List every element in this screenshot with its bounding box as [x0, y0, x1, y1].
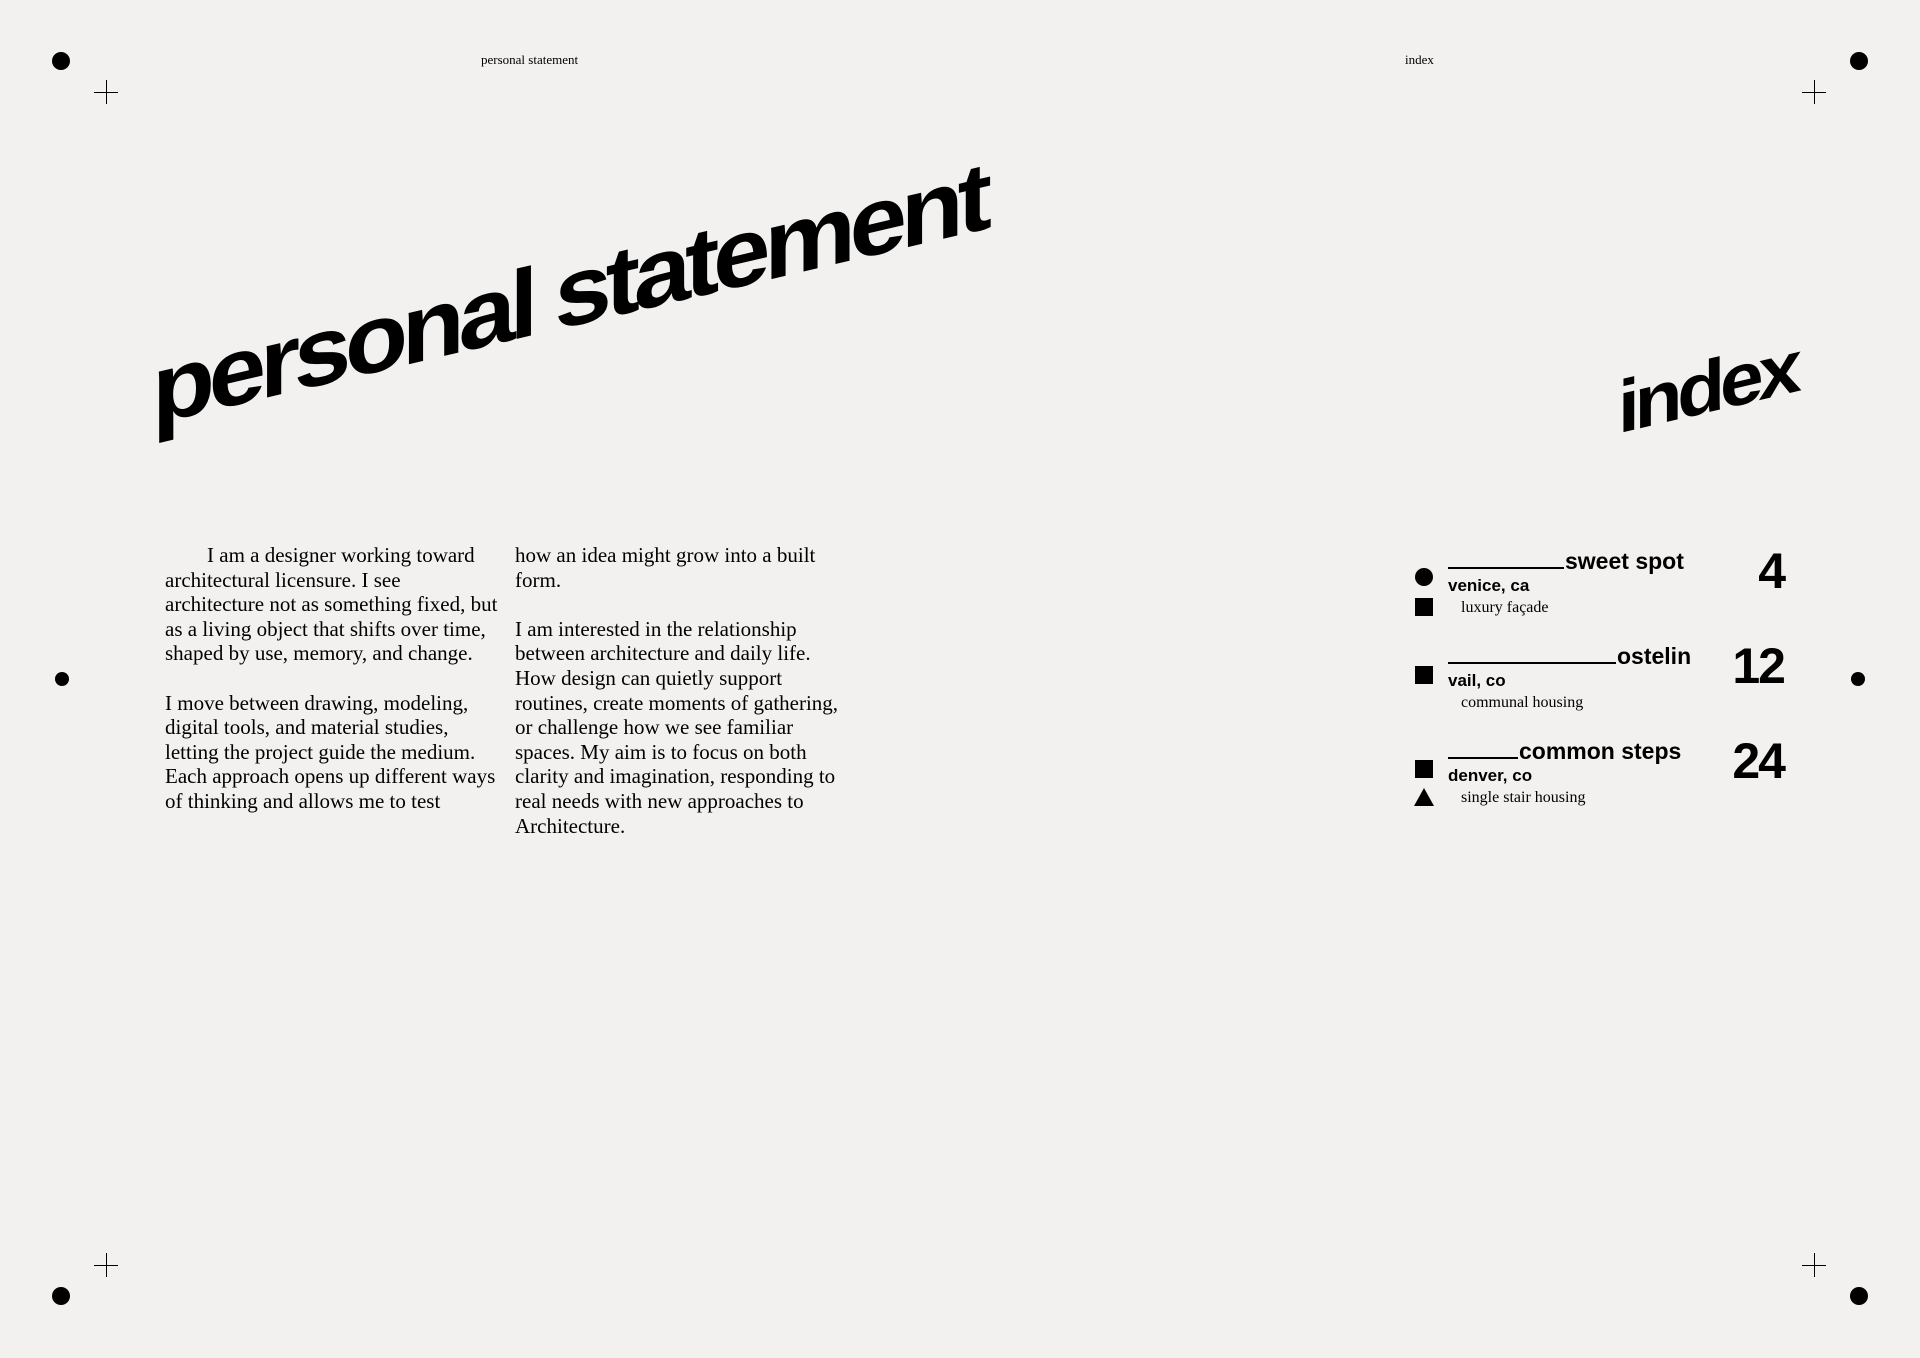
index-entry-ostelin[interactable]: [1412, 638, 1784, 728]
index-entry-type: communal housing: [1461, 694, 1584, 711]
running-head-right: index: [1405, 52, 1434, 67]
index-entry-page-number: 12: [1732, 638, 1784, 694]
square-icon: [1415, 760, 1433, 778]
registration-dot-top-left: [52, 52, 70, 70]
page-title-personal-statement: personal statement: [152, 141, 986, 446]
paragraph: I am a designer working toward architectural licensure. I see architecture not as something fixed, but as a living object that shifts over time, shaped by use, memory, and change.: [165, 543, 498, 666]
index-entry-common-steps[interactable]: [1412, 733, 1784, 823]
index-entry-page-number: 4: [1758, 543, 1784, 599]
page-title-index: index: [1618, 325, 1797, 450]
index-entry-location: denver, co: [1448, 766, 1533, 785]
square-icon: [1415, 598, 1433, 616]
index-entry-name: sweet spot: [1565, 548, 1684, 574]
circle-icon: [1415, 568, 1433, 586]
running-head-left: personal statement: [481, 52, 579, 67]
registration-dot-bottom-left: [52, 1287, 70, 1305]
index-entry-type: single stair housing: [1461, 789, 1586, 806]
paragraph: how an idea might grow into a built form.: [515, 543, 816, 592]
crop-mark-bottom-right: [1802, 1253, 1826, 1277]
registration-dot-mid-right: [1851, 672, 1865, 686]
index-entry-sweet-spot[interactable]: [1412, 543, 1784, 633]
crop-mark-top-left: [94, 80, 118, 104]
registration-dot-top-right: [1850, 52, 1868, 70]
paragraph: I am interested in the relationship between architecture and daily life. How design can quietly support routines, create moments of gathering, or challenge how we see familiar spaces. My aim is to focus on both clarity and imagination, responding to real needs with new approaches to Architecture.: [515, 616, 839, 838]
square-icon: [1415, 666, 1433, 684]
triangle-icon: [1414, 788, 1434, 806]
crop-mark-bottom-left: [94, 1253, 118, 1277]
index-entry-name: common steps: [1519, 738, 1682, 764]
index-entry-name: ostelin: [1617, 643, 1692, 669]
index-entry-location: venice, ca: [1448, 576, 1530, 595]
registration-dot-mid-left: [55, 672, 69, 686]
paragraph: I move between drawing, modeling, digital tools, and material studies, letting the project guide the medium. Each approach opens up different ways of thinking and allows me to test: [165, 690, 496, 813]
registration-dot-bottom-right: [1850, 1287, 1868, 1305]
statement-column-left: [165, 543, 500, 838]
index-entry-location: vail, co: [1448, 671, 1506, 690]
index-entry-page-number: 24: [1732, 733, 1784, 789]
statement-column-right: [515, 543, 855, 863]
index-entry-type: luxury façade: [1461, 599, 1549, 616]
crop-mark-top-right: [1802, 80, 1826, 104]
